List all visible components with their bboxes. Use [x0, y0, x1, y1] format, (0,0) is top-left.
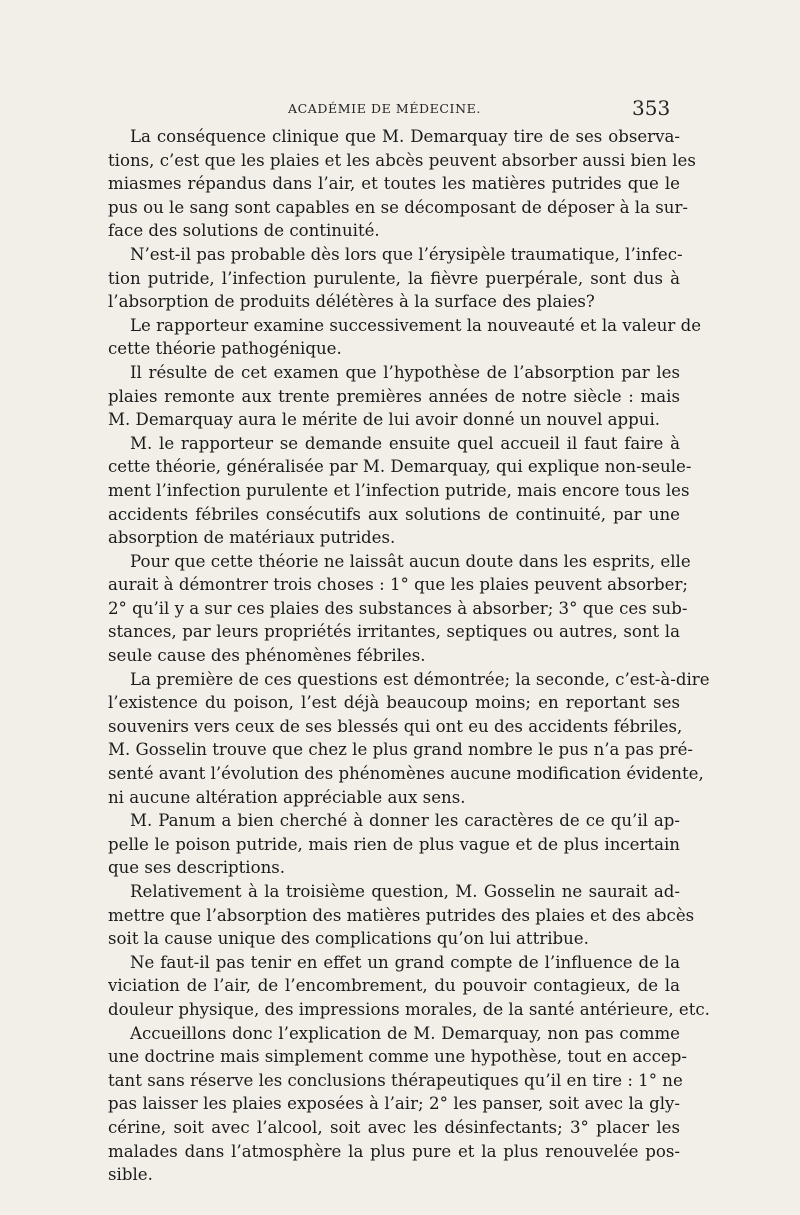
text-line: mettre que l’absorption des matières putrides des plaies et des abcès — [108, 905, 695, 925]
text-line: M. le rapporteur se demande ensuite quel accueil il faut faire à — [130, 433, 680, 453]
text-line: aurait à démontrer trois choses : 1° que les plaies peuvent absorber; — [108, 575, 689, 595]
text-line: pus ou le sang sont capables en se décomposant de déposer à la sur- — [108, 197, 689, 217]
text-line: absorption de matériaux putrides. — [108, 528, 396, 548]
text-line: La conséquence clinique que M. Demarquay tire de ses observa- — [130, 127, 680, 146]
text-line: que ses descriptions. — [108, 858, 286, 878]
page-number: 353 — [632, 96, 671, 120]
text-line: pas laisser les plaies exposées à l’air; 2° les panser, soit avec la gly- — [108, 1094, 680, 1114]
text-line: plaies remonte aux trente premières années de notre siècle : mais — [108, 386, 680, 406]
text-line: Il résulte de cet examen que l’hypothèse de l’absorption par les — [130, 362, 680, 382]
text-line: M. Panum a bien cherché à donner les caractères de ce qu’il ap- — [130, 811, 680, 831]
text-line: stances, par leurs propriétés irritantes, septiques ou autres, sont la — [108, 622, 680, 642]
text-line: tions, c’est que les plaies et les abcès peuvent absorber aussi bien les — [108, 150, 696, 170]
text-line: pelle le poison putride, mais rien de plus vague et de plus incertain — [108, 834, 680, 854]
text-line: face des solutions de continuité. — [108, 221, 380, 241]
text-line: soit la cause unique des complications qu’on lui attribue. — [108, 929, 589, 949]
body-text — [108, 125, 710, 1187]
text-line: ment l’infection purulente et l’infection putride, mais encore tous les — [108, 480, 690, 500]
text-line: cérine, soit avec l’alcool, soit avec les désinfectants; 3° placer les — [108, 1117, 680, 1137]
text-line: Pour que cette théorie ne laissât aucun doute dans les esprits, elle — [130, 551, 691, 571]
text-line: senté avant l’évolution des phénomènes aucune modification évidente, — [108, 764, 704, 784]
text-line: accidents fébriles consécutifs aux solutions de continuité, par une — [108, 504, 680, 524]
text-line: une doctrine mais simplement comme une hypothèse, tout en accep- — [108, 1047, 687, 1067]
text-line: seule cause des phénomènes fébriles. — [108, 646, 426, 666]
text-line: tion putride, l’infection purulente, la fièvre puerpérale, sont dus à — [108, 268, 680, 288]
text-line: cette théorie, généralisée par M. Demarquay, qui explique non-seule- — [108, 457, 692, 477]
text-line: malades dans l’atmosphère la plus pure et la plus renouvelée pos- — [108, 1141, 680, 1161]
text-line: douleur physique, des impressions morales, de la santé antérieure, etc. — [108, 999, 710, 1019]
text-line: sible. — [108, 1165, 153, 1185]
text-line: miasmes répandus dans l’air, et toutes les matières putrides que le — [108, 174, 680, 194]
running-title: ACADÉMIE DE MÉDECINE. — [288, 101, 481, 116]
text-line: l’existence du poison, l’est déjà beaucoup moins; en reportant ses — [108, 693, 680, 713]
text-line: N’est-il pas probable dès lors que l’érysipèle traumatique, l’infec- — [130, 244, 683, 264]
text-line: M. Demarquay aura le mérite de lui avoir donné un nouvel appui. — [108, 410, 661, 430]
text-line: M. Gosselin trouve que chez le plus grand nombre le pus n’a pas pré- — [108, 740, 694, 760]
text-line: La première de ces questions est démontrée; la seconde, c’est-à-dire — [130, 669, 710, 689]
text-line: tant sans réserve les conclusions thérapeutiques qu’il en tire : 1° ne — [108, 1070, 683, 1090]
text-line: 2° qu’il y a sur ces plaies des substances à absorber; 3° que ces sub- — [108, 598, 688, 618]
text-line: Le rapporteur examine successivement la nouveauté et la valeur de — [130, 315, 702, 335]
text-line: Ne faut-il pas tenir en effet un grand compte de l’influence de la — [130, 952, 680, 972]
text-line: ni aucune altération appréciable aux sens. — [108, 787, 466, 807]
text-line: cette théorie pathogénique. — [108, 339, 342, 359]
text-line: Relativement à la troisième question, M. Gosselin ne saurait ad- — [130, 882, 680, 901]
text-line: viciation de l’air, de l’encombrement, du pouvoir contagieux, de la — [108, 976, 680, 996]
text-line: souvenirs vers ceux de ses blessés qui ont eu des accidents fébriles, — [108, 716, 683, 736]
text-line: Accueillons donc l’explication de M. Demarquay, non pas comme — [130, 1023, 680, 1043]
text-line: l’absorption de produits délétères à la surface des plaies? — [108, 292, 595, 312]
